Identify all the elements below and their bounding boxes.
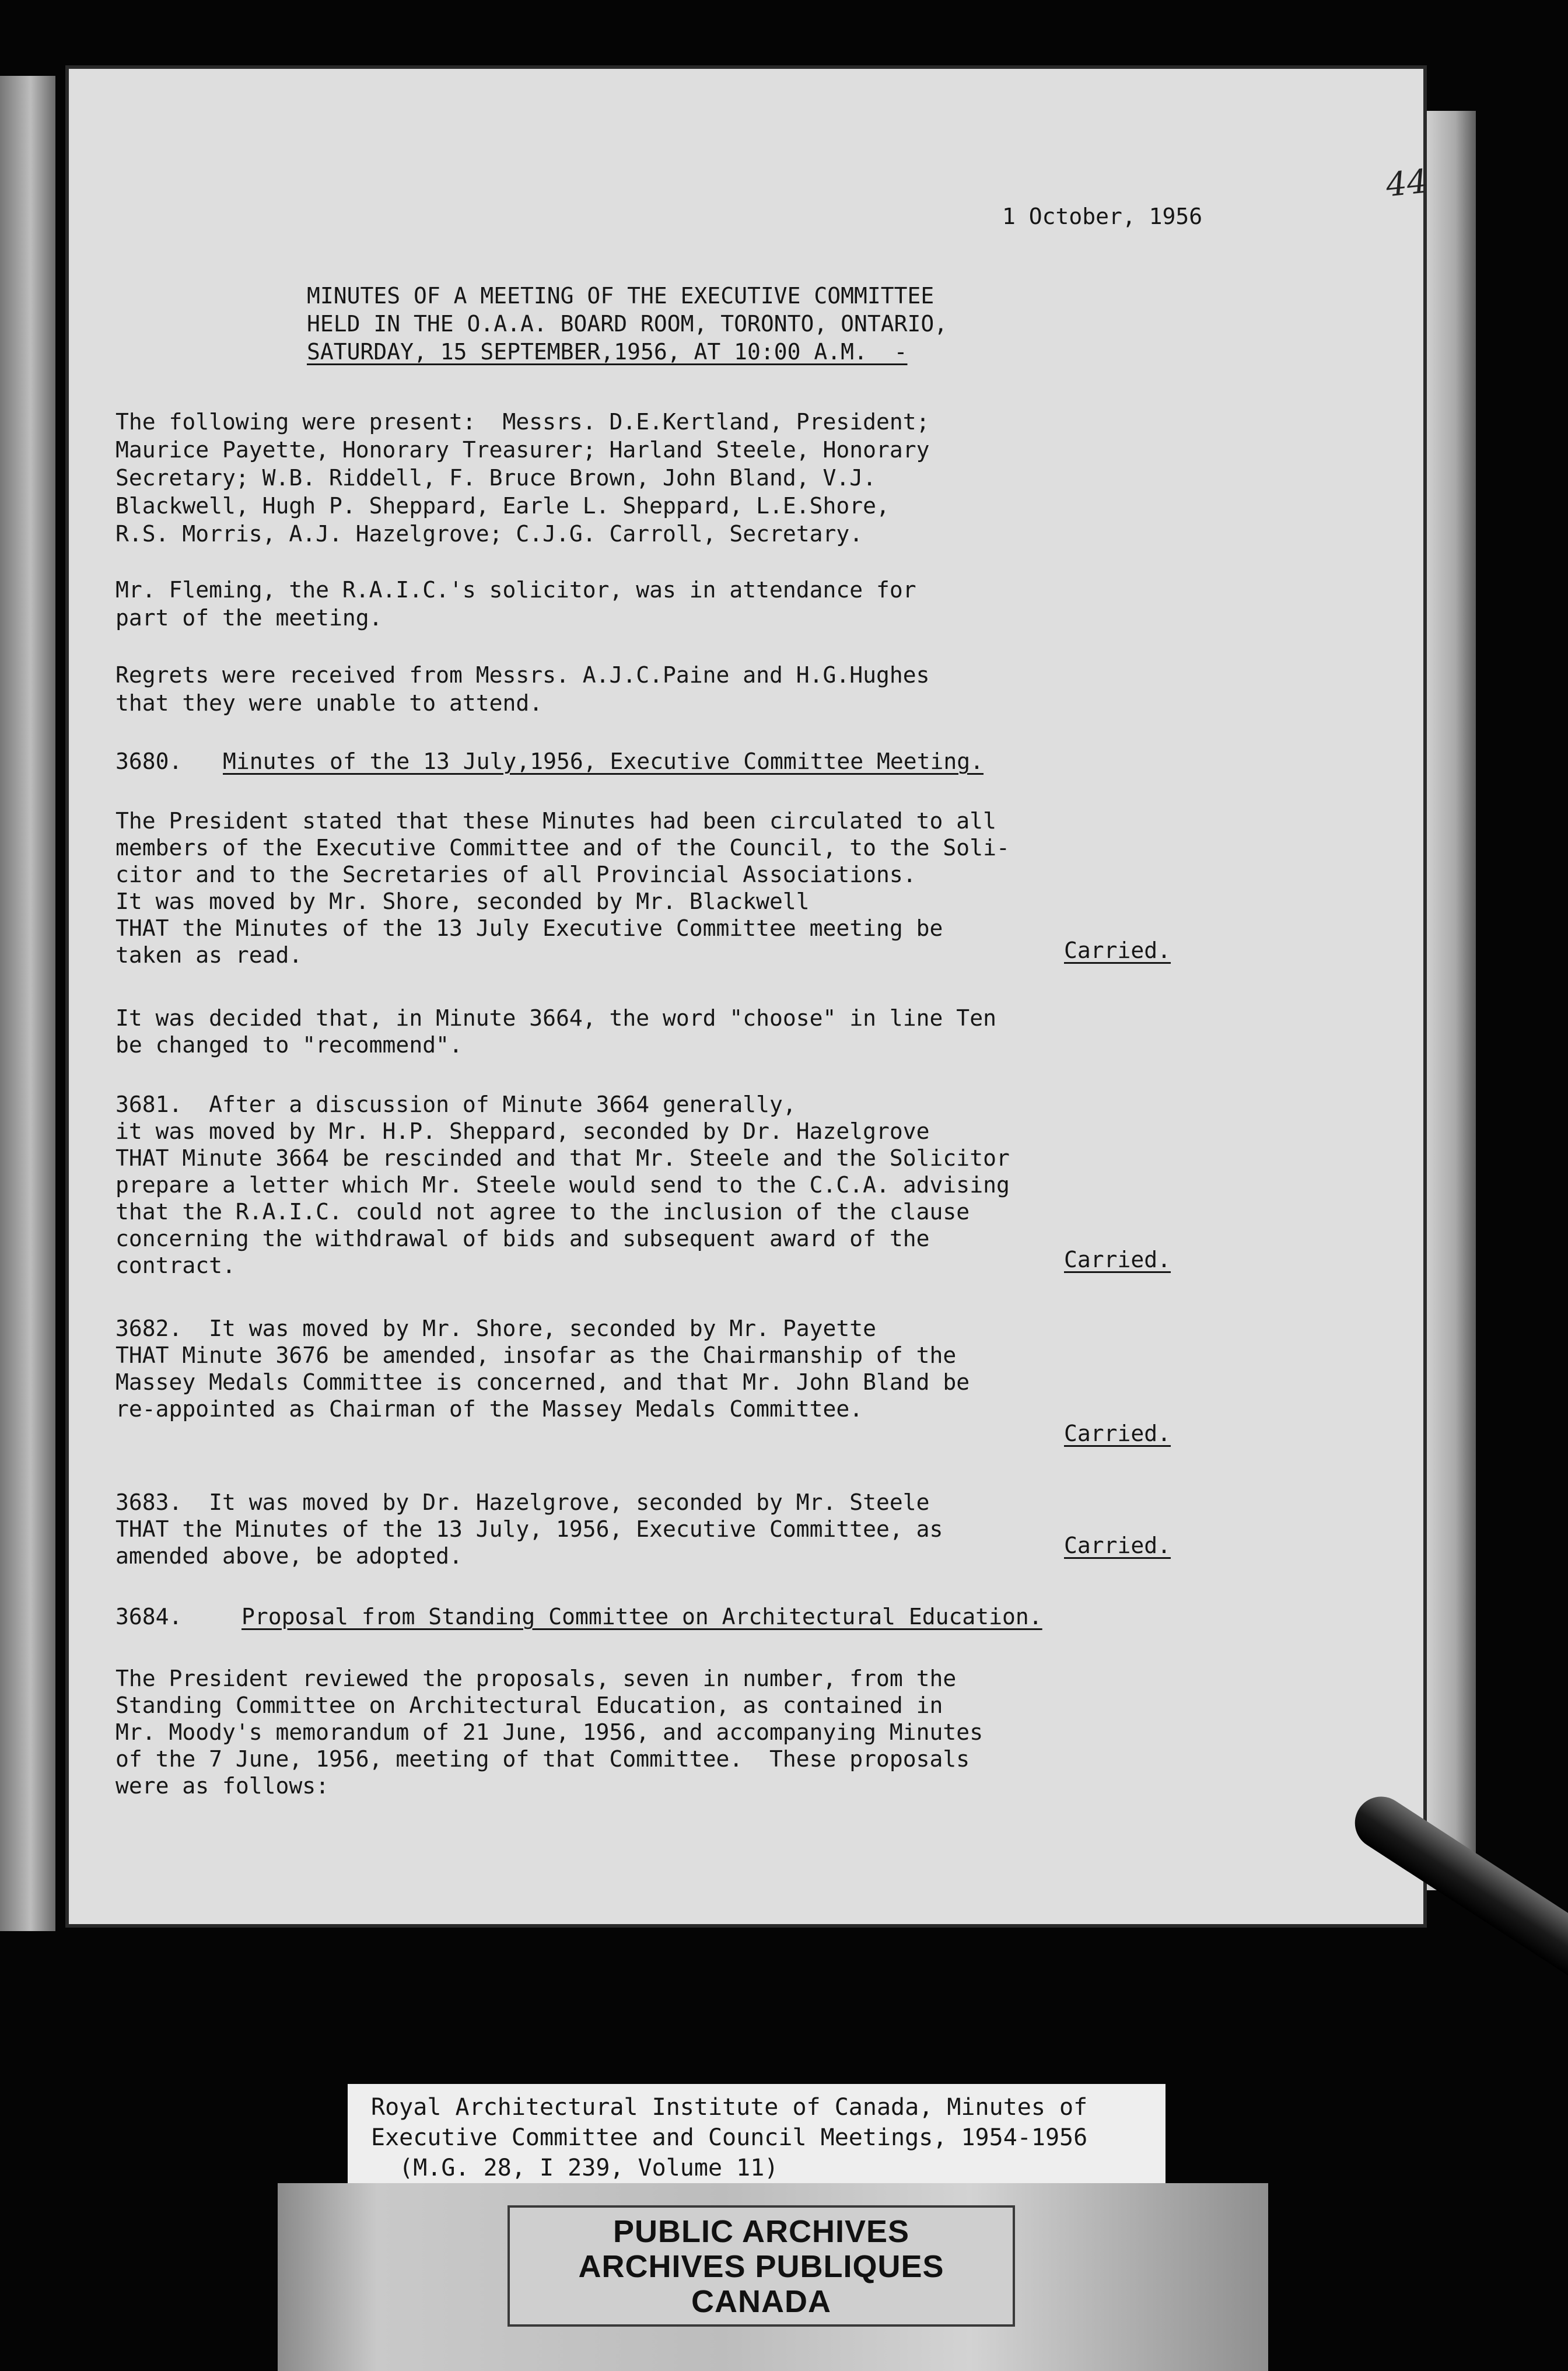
item-3684-line: were as follows: [116,1773,330,1799]
stamp-line-2: ARCHIVES PUBLIQUES [578,2249,944,2284]
item-3682-line: 3682. It was moved by Mr. Shore, seconded by Mr. Payette [116,1316,877,1341]
adjacent-page-edge [0,76,55,1931]
item-3680-line: The President stated that these Minutes had been circulated to all [116,808,996,834]
citation-line-1: Royal Architectural Institute of Canada, Minutes of [371,2094,1088,2121]
present-line-4: Blackwell, Hugh P. Sheppard, Earle L. Sheppard, L.E.Shore, [116,493,890,519]
item-3683-carried: Carried. [1064,1533,1171,1558]
solicitor-line-1: Mr. Fleming, the R.A.I.C.'s solicitor, was in attendance for [116,577,916,603]
present-line-2: Maurice Payette, Honorary Treasurer; Harland Steele, Honorary [116,437,930,463]
item-3683-line: 3683. It was moved by Dr. Hazelgrove, seconded by Mr. Steele [116,1489,930,1515]
item-3684-line: The President reviewed the proposals, seven in number, from the [116,1666,957,1691]
solicitor-line-2: part of the meeting. [116,605,383,631]
title-line-3: SATURDAY, 15 SEPTEMBER,1956, AT 10:00 A.M. - [307,339,908,365]
title-line-1: MINUTES OF A MEETING OF THE EXECUTIVE COMMITTEE [307,283,935,309]
item-3680-carried: Carried. [1064,938,1171,963]
document-page [69,69,1430,1924]
item-3681-line: it was moved by Mr. H.P. Sheppard, seconded by Dr. Hazelgrove [116,1118,930,1144]
item-3680-line: citor and to the Secretaries of all Provincial Associations. [116,862,916,887]
item-3684-line: Mr. Moody's memorandum of 21 June, 1956, and accompanying Minutes [116,1719,984,1745]
item-3683-line: amended above, be adopted. [116,1543,463,1569]
item-3680-number: 3680. [116,749,183,774]
item-3682-carried: Carried. [1064,1421,1171,1446]
stamp-line-1: PUBLIC ARCHIVES [612,2214,910,2249]
document-date: 1 October, 1956 [1002,204,1203,229]
citation-card [348,2084,1166,2196]
citation-line-3: (M.G. 28, I 239, Volume 11) [371,2155,779,2181]
item-3683-line: THAT the Minutes of the 13 July, 1956, Executive Committee, as [116,1516,943,1542]
regrets-line-2: that they were unable to attend. [116,690,543,716]
item-3681-line: concerning the withdrawal of bids and subsequent award of the [116,1226,930,1251]
item-3680-line: taken as read. [116,942,303,968]
present-line-5: R.S. Morris, A.J. Hazelgrove; C.J.G. Carroll, Secretary. [116,521,863,547]
item-3684-line: Standing Committee on Architectural Education, as contained in [116,1692,943,1718]
item-3684-number: 3684. [116,1604,183,1629]
item-3680-amend-line: be changed to "recommend". [116,1032,463,1058]
page-number: 44 [1384,162,1430,205]
present-line-3: Secretary; W.B. Riddell, F. Bruce Brown, John Bland, V.J. [116,465,877,491]
item-3682-line: Massey Medals Committee is concerned, and that Mr. John Bland be [116,1369,970,1395]
item-3680-amend-line: It was decided that, in Minute 3664, the word "choose" in line Ten [116,1005,996,1031]
item-3681-line: THAT Minute 3664 be rescinded and that Mr. Steele and the Solicitor [116,1145,1010,1171]
item-3680-line: THAT the Minutes of the 13 July Executive Committee meeting be [116,915,943,941]
item-3682-line: THAT Minute 3676 be amended, insofar as the Chairmanship of the [116,1342,957,1368]
item-3682-line: re-appointed as Chairman of the Massey Medals Committee. [116,1396,863,1422]
item-3684-heading: Proposal from Standing Committee on Architectural Education. [242,1604,1042,1629]
item-3681-line: prepare a letter which Mr. Steele would send to the C.C.A. advising [116,1172,1010,1198]
archives-stamp [508,2205,1015,2327]
citation-line-2: Executive Committee and Council Meetings, 1954-1956 [371,2124,1088,2151]
stamp-line-3: CANADA [691,2284,831,2319]
present-line-1: The following were present: Messrs. D.E.Kertland, President; [116,409,930,435]
item-3681-line: 3681. After a discussion of Minute 3664 generally, [116,1092,796,1117]
item-3680-line: It was moved by Mr. Shore, seconded by Mr. Blackwell [116,889,810,914]
item-3680-heading: Minutes of the 13 July,1956, Executive Committee Meeting. [223,749,984,774]
item-3684-line: of the 7 June, 1956, meeting of that Committee. These proposals [116,1746,970,1772]
item-3681-carried: Carried. [1064,1247,1171,1272]
item-3680-line: members of the Executive Committee and of the Council, to the Soli- [116,835,1010,861]
regrets-line-1: Regrets were received from Messrs. A.J.C.Paine and H.G.Hughes [116,662,930,688]
item-3681-line: contract. [116,1253,236,1278]
item-3681-line: that the R.A.I.C. could not agree to the inclusion of the clause [116,1199,970,1225]
title-line-2: HELD IN THE O.A.A. BOARD ROOM, TORONTO, ONTARIO, [307,311,948,337]
